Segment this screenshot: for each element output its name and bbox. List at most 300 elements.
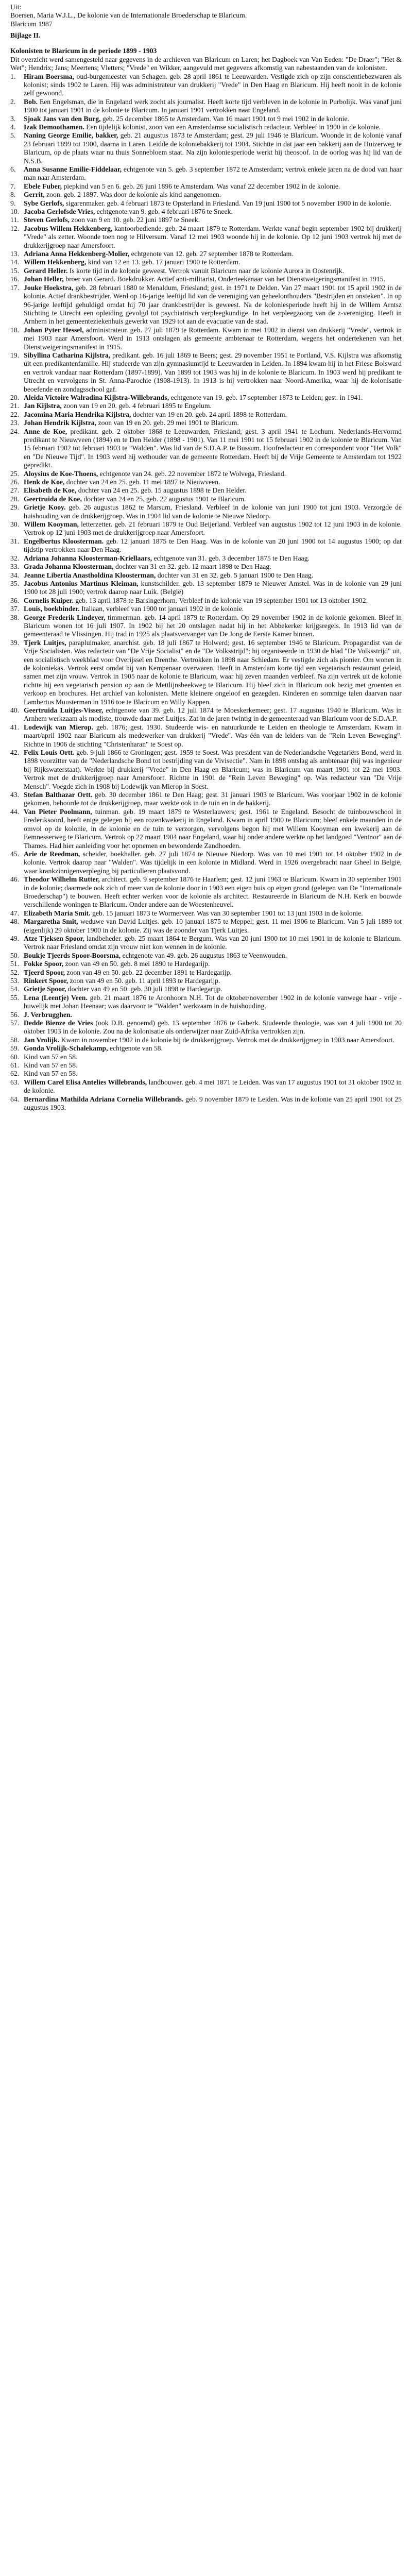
colonist-entry xyxy=(10,275,402,283)
colonist-name: Stefan Balthazar Ortt. xyxy=(24,791,93,799)
colonist-entry xyxy=(10,952,402,960)
colonist-entry xyxy=(10,351,402,394)
colonist-list xyxy=(10,73,402,1112)
colonist-entry xyxy=(10,909,402,918)
colonist-details: zoon. geb. 2 1897. Was door de kolonie als kind aangenomen. xyxy=(46,191,221,199)
entry-body xyxy=(24,225,402,250)
colonist-details: Een tijdelijk kolonist, zoon van een Amsterdamse socialistisch redacteur. Verbleef in 1900 in de kolonie. xyxy=(86,123,381,131)
document-page xyxy=(10,0,402,1112)
colonist-name: Willem Carel Elisa Antelies Willebrands, xyxy=(24,1078,147,1086)
colonist-name: Adriana Anna Hekkenberg-Molier, xyxy=(24,250,130,258)
colonist-name: Elizabeth Maria Smit. xyxy=(24,909,91,917)
entry-number: 59. xyxy=(10,1044,20,1053)
colonist-entry xyxy=(10,216,402,224)
entry-number: 13. xyxy=(10,250,20,258)
colonist-details: geb. 1876; gest. 1930. Studeerde wis- en natuurkunde te Leiden en theologie te Amsterdam. Kwam in maart/april 1902 naar Blaricum als medewerker van drukkerij "Vrede". Was één van de leiders van de "Rein Leven Beweging". Richtte in 1906 de stichting "Christenharan" te Soest op. xyxy=(24,723,402,748)
colonist-details: echtgenote van 31. geb. 3 december 1875 te Den Haag. xyxy=(153,554,310,562)
entry-body xyxy=(24,791,402,808)
colonist-name: Adriana Johanna Kloosterman-Kriellaars, xyxy=(24,554,152,562)
colonist-entry xyxy=(10,850,402,875)
colonist-details: dochter van 24 en 25. geb. 11 mei 1897 te Nieuwveen. xyxy=(66,478,220,486)
colonist-name: Lodewijk van Mierop. xyxy=(24,723,94,731)
colonist-entry xyxy=(10,614,402,639)
colonist-name: Anna Susanne Emilie-Fiddelaar, xyxy=(24,165,122,173)
entry-body xyxy=(24,216,402,224)
entry-number: 36. xyxy=(10,596,20,604)
entry-number: 63. xyxy=(10,1078,20,1086)
colonist-name: Grada Johanna Kloosterman, xyxy=(24,563,114,571)
colonist-entry xyxy=(10,580,402,597)
colonist-entry xyxy=(10,225,402,250)
entry-body xyxy=(24,258,402,266)
colonist-name: Boukje Tjeerds Spoor-Boorsma, xyxy=(24,951,121,959)
entry-body xyxy=(24,165,402,182)
colonist-details: landbeheder. geb. 25 maart 1864 te Bergum. Was van 20 juni 1900 tot 10 mei 1901 in de kolonie te Blaricum. Vertrok naar Friesland omdat zijn vrouw niet kon wennen in de kolonie. xyxy=(24,934,402,951)
colonist-details: Kind van 57 en 58. xyxy=(24,1053,78,1061)
colonist-name: Atze Tjeksen Spoor, xyxy=(24,934,84,942)
entry-body xyxy=(24,208,402,216)
colonist-name: Aleida Victoire Walradina Kijlstra-Willebrands, xyxy=(24,393,169,401)
entry-number: 7. xyxy=(10,182,16,190)
colonist-details: kunstschilder. geb. 13 september 1879 te Nieuwer Amstel. Was in de kolonie van 29 juni 1900 tot 28 juli 1900; vertrok daarop naar Luik. (België) xyxy=(24,579,402,596)
colonist-details: predikant. geb. 2 oktober 1868 te Leeuwarden, Friesland; gest. 3 april 1941 te Lochum. Nederlands-Hervormd predikant te Nieuwveen (1894) en te Den Helder (1898 - 1901). Van 11 mei 1901 tot 15 februari 1902 in de kolonie te Blaricum. Van 15 februari 1902 tot februari 1903 te "Walden". Was lid van de S.D.A.P. te Bussum. Hoofredacteur en correspondent voor "Het Volk" en "De Nieuwe Tijd". In 1903 werd hij wethouder van de gemeente Rotterdam. Heeft bij de Vrije Gemeente te Amsterdam tot 1922 gepredikt. xyxy=(24,427,402,469)
colonist-name: Margaretha Smit, xyxy=(24,918,78,926)
colonist-name: Izak Demoothamen. xyxy=(24,123,84,131)
entry-number: 21. xyxy=(10,402,20,410)
colonist-entry xyxy=(10,250,402,258)
colonist-details: piepkind van 5 en 6. geb. 26 juni 1896 te Amsterdam. Was vanaf 22 december 1902 in de kolonie. xyxy=(63,182,340,190)
entry-body xyxy=(24,486,402,495)
entry-body xyxy=(24,411,402,419)
colonist-details: dochter van 24 en 25. geb. 15 augustus 1898 te Den Helder. xyxy=(78,486,247,495)
colonist-details: echtgenote van 5. geb. 3 september 1872 te Amsterdam; vertrok enkele jaren na de dood van haar man naar Amsterdam. xyxy=(24,165,402,182)
colonist-name: Jacobus Willem Hekkenberg, xyxy=(24,224,113,232)
colonist-details: parapluimaker, anarchist. geb. 18 juli 1867 te Holwerd; gest. 16 september 1946 te Blaricum. Propagandist van de Vrije Socialisten. Was redacteur van "De Vrije Socialist" en de "De Volksstrijd"; hij organiseerde in 1930 de blad "De Volksstrijd" uit, een socialistisch weekblad voor Overijssel en Drenthe. Vertrokken in 1898 naar Schiedam. Er vestigde zich als pionier. Om wonen in de koloniekas. Vertrok eerst omdat hij van Kempenaar overwaren. Heeft in Amsterdam korte tijd een vegetarisch restaurant geleid, samen met zijn vrouw. Vertrok in 1905 naar de kolonie te Blaricum, waar hij zeven maanden verbleef. Na zijn vertrek uit de kolonie richtte hij een vegetarisch pension op aan de Mettlijnsbeekweg te Blaricum. Hij bleef zich in Blaricum ook bezig met groenten en verkoop en brochures. Het archief van kolonisten. Mette kleinere ongeloof en gezegden. Kinderen en sommige talen daarvan naar Lambertus Muusterman in 1916 toe te Blaricum en Willy Kappen. xyxy=(24,638,402,706)
colonist-name: J. Verbrugghen. xyxy=(24,1010,72,1019)
entry-body xyxy=(24,191,402,199)
entry-body xyxy=(24,351,402,394)
entry-number: 40. xyxy=(10,706,20,714)
appendix-label: Bijlage II. xyxy=(10,31,41,40)
entry-body xyxy=(24,554,402,563)
colonist-entry xyxy=(10,131,402,165)
entry-body xyxy=(24,1011,402,1019)
colonist-name: Johan Pyter Hessel, xyxy=(24,326,84,334)
colonist-details: dochter van 19 en 20. geb. 24 april 1898 te Rotterdam. xyxy=(132,410,287,418)
entry-body xyxy=(24,563,402,571)
entry-body xyxy=(24,969,402,977)
colonist-entry xyxy=(10,1078,402,1095)
entry-body xyxy=(24,918,402,935)
entry-number: 26. xyxy=(10,478,20,486)
colonist-entry xyxy=(10,115,402,123)
colonist-name: Geertruida Luitjes-Visser, xyxy=(24,706,104,714)
entry-body xyxy=(24,1061,402,1070)
colonist-entry xyxy=(10,1011,402,1019)
entry-number: 27. xyxy=(10,486,20,495)
entry-body xyxy=(24,284,402,326)
colonist-name: Geertruida de Koe, xyxy=(24,495,82,503)
entry-number: 32. xyxy=(10,554,20,562)
colonist-entry xyxy=(10,73,402,98)
entry-number: 15. xyxy=(10,266,20,275)
colonist-entry xyxy=(10,749,402,791)
entry-body xyxy=(24,402,402,410)
entry-number: 8. xyxy=(10,191,16,199)
colonist-name: Sibyllina Catharina Kijlstra, xyxy=(24,351,111,359)
colonist-name: Jacomina Maria Hendrika Kijlstra, xyxy=(24,410,131,418)
colonist-entry xyxy=(10,182,402,191)
entry-number: 47. xyxy=(10,909,20,917)
entry-number: 29. xyxy=(10,503,20,512)
colonist-entry xyxy=(10,571,402,580)
entry-body xyxy=(24,394,402,402)
entry-body xyxy=(24,123,402,131)
colonist-details: broer van Gerard. Boekdrukker. Actief anti-militarist. Onderteekenaar van het Dienstweigeringsmanifest in 1915. xyxy=(65,275,385,283)
colonist-details: geb. 28 februari 1880 te Menaldum, Friesland; gest. in 1971 te Delden. Van 27 maart 1901 tot 15 april 1902 in de kolonie. Actief drankbestrijder. Werd op 16-jarige leeftijd lid van de vereniging van geheelonthouders "Bestrijden en onsteken". In op 96-jarige leeftijd gehuldigd omdat hij 70 jaar drankbestrijder is geweest. Na de koloniesperiode heeft hij in de Willem Arntsz Stichting te Utrecht een opleiding gevolgd tot psychiatrisch verpleegkundige. In het verpleegzoorg van de z-vereniging. Heeft in Arnhem in het gemeenteziekenhuis gewerkt van 1929 tot aan de evacuatie van de stad. xyxy=(24,283,402,326)
colonist-entry xyxy=(10,478,402,486)
colonist-name: Gerard Heller. xyxy=(24,266,68,275)
colonist-entry xyxy=(10,486,402,495)
entry-body xyxy=(24,115,402,123)
entry-body xyxy=(24,597,402,605)
entry-number: 64. xyxy=(10,1095,20,1103)
colonist-entry xyxy=(10,470,402,478)
colonist-details: Is korte tijd in de kolonie geweest. Vertrok vanuit Blaricum naar de kolonie Aurora in Oostenrijk. xyxy=(69,266,344,275)
colonist-entry xyxy=(10,199,402,208)
entry-number: 11. xyxy=(10,216,19,224)
colonist-details: echtgenote van 9. geb. 4 februari 1876 te Sneek. xyxy=(96,208,233,216)
colonist-name: Felix Louis Ortt. xyxy=(24,749,75,757)
colonist-details: geb. 21 maart 1876 te Aronhoorn N.H. Tot de oktober/november 1902 in de kolonie vanwege haar - vrije - huwelijk met Johan Heenaar; was daarvoor te "Walden" werkzaam in de huishouding. xyxy=(24,993,402,1010)
colonist-name: Willem Kooyman, xyxy=(24,520,79,529)
entry-body xyxy=(24,503,402,520)
colonist-entry xyxy=(10,706,402,723)
entry-body xyxy=(24,1019,402,1036)
colonist-name: Jacoba Gerlofsde Vries, xyxy=(24,208,95,216)
colonist-entry xyxy=(10,1095,402,1112)
colonist-entry xyxy=(10,994,402,1011)
colonist-entry xyxy=(10,1019,402,1036)
entry-body xyxy=(24,419,402,427)
colonist-name: Ebele Fuber, xyxy=(24,182,62,190)
colonist-entry xyxy=(10,1061,402,1070)
colonist-details: zoon van 19 en 20. geb. 4 februari 1895 te Engelum. xyxy=(63,402,212,410)
colonist-details: echtgenote van 12. geb. 27 september 1878 te Rotterdam. xyxy=(131,250,294,258)
colonist-name: Gerrit, xyxy=(24,191,45,199)
entry-body xyxy=(24,1053,402,1061)
colonist-name: Rinkert Spoor, xyxy=(24,977,68,985)
colonist-name: Bob. xyxy=(24,97,38,106)
colonist-details: dochter van 24 en 25. geb. 22 augustus 1901 te Blaricum. xyxy=(83,495,246,503)
entry-number: 10. xyxy=(10,208,20,216)
entry-body xyxy=(24,985,402,993)
entry-body xyxy=(24,605,402,613)
colonist-entry xyxy=(10,208,402,216)
colonist-entry xyxy=(10,123,402,131)
colonist-details: echtgenote van 58. xyxy=(109,1044,163,1053)
colonist-name: Louis, boekbinder. xyxy=(24,605,80,613)
colonist-name: Jouke Hoekstra, xyxy=(24,283,74,292)
colonist-details: administrateur. geb. 27 juli 1879 te Rotterdam. Kwam in mei 1902 in dienst van drukkerij "Vrede", vertrok in mei 1903 naar Amersfoort. Werd in 1913 ontslagen als gemeente ambtenaar te Rotterdam, wegens het ondertekenen van het Dienstweigeringsmanifest in 1915. xyxy=(24,326,402,351)
colonist-details: geb. 26 augustus 1862 te Marsum, Friesland. Verbleef in de kolonie van juni 1900 tot juni 1903. Verzorgde de huishouding van de drukkerijgroep. Was in 1904 lid van de kolonie te Nieuwe Niedorp. xyxy=(24,503,402,520)
colonist-details: geb. 15 januari 1873 te Wormerveer. Was van 30 september 1901 tot 13 juni 1903 in de kolonie. xyxy=(92,909,363,917)
colonist-entry xyxy=(10,808,402,850)
entry-number: 58. xyxy=(10,1036,20,1044)
colonist-name: Fokke Spoor, xyxy=(24,960,64,968)
colonist-name: George Frederik Lindeyer, xyxy=(24,613,106,621)
colonist-name: Johan Hendrik Kijlstra, xyxy=(24,419,97,427)
entry-body xyxy=(24,495,402,503)
entry-number: 16. xyxy=(10,275,20,283)
colonist-name: Elisabeth de Koe, xyxy=(24,486,77,495)
colonist-entry xyxy=(10,503,402,520)
colonist-entry xyxy=(10,597,402,605)
colonist-name: Engelbertus Kloosterman. xyxy=(24,537,104,545)
entry-body xyxy=(24,520,402,537)
colonist-name: Lena (Leentje) Veen. xyxy=(24,993,88,1002)
entry-number: 28. xyxy=(10,495,20,503)
entry-body xyxy=(24,470,402,478)
colonist-name: Jan Vrolijk. xyxy=(24,1036,60,1044)
colonist-entry xyxy=(10,394,402,402)
entry-body xyxy=(24,326,402,351)
entry-body xyxy=(24,1070,402,1078)
colonist-details: echtgenote van 19. geb. 17 september 1873 te Leiden; gest. in 1941. xyxy=(170,393,363,401)
entry-number: 19. xyxy=(10,351,20,359)
entry-body xyxy=(24,1044,402,1053)
colonist-details: zoon van 9 en 10. geb. 22 juni 1897 te Sneek. xyxy=(71,216,200,224)
entry-body xyxy=(24,250,402,258)
colonist-details: echtgenote van 39. geb. 12 juli 1874 te Moeskerkemeer; gest. 17 augustus 1940 te Blaricum. Was in Arnhem werkzaam als modiste, trouwde daar met Luitjes. Zat in de jaren twintig in de gemeenteraad van Blaricum voor de S.D.A.P. xyxy=(24,706,402,723)
entry-body xyxy=(24,994,402,1011)
entry-body xyxy=(24,706,402,723)
colonist-details: kind van 12 en 13. geb. 17 januari 1900 te Rotterdam. xyxy=(88,258,241,266)
colonist-name: Sjoak Jans van den Burg, xyxy=(24,114,101,123)
entry-body xyxy=(24,808,402,850)
colonist-name: Sybe Gerlofs, xyxy=(24,199,64,207)
colonist-name: Cornelis Kuiper. xyxy=(24,596,74,604)
entry-number: 22. xyxy=(10,410,20,418)
entry-body xyxy=(24,639,402,706)
colonist-details: geb. 13 april 1878 te Barsingerhorn. Verbleef in de kolonie van 19 september 1901 tot 13 oktober 1902. xyxy=(75,596,368,604)
entry-body xyxy=(24,935,402,952)
colonist-entry xyxy=(10,985,402,993)
entry-number: 17. xyxy=(10,283,20,292)
colonist-details: landbouwer. geb. 4 mei 1871 te Leiden. Was van 17 augustus 1901 tot 31 oktober 1902 in de kolonie. xyxy=(24,1078,402,1095)
entry-number: 49. xyxy=(10,934,20,942)
colonist-entry xyxy=(10,191,402,199)
colonist-details: Kind van 57 en 58. xyxy=(24,1070,78,1078)
colonist-name: Hiram Boersma, xyxy=(24,72,75,80)
entry-number: 57. xyxy=(10,1019,20,1027)
entry-number: 4. xyxy=(10,123,16,131)
colonist-entry xyxy=(10,428,402,470)
colonist-entry xyxy=(10,1053,402,1061)
entry-number: 56. xyxy=(10,1010,20,1019)
colonist-details: geb. 30 december 1861 te Den Haag; gest. 31 januari 1903 te Blaricum. Was voorjaar 1902 in de kolonie gekomen, behoorde tot de drukkerijgroep, maar werkte ook in de tuin en in de bakkerij. xyxy=(24,791,402,807)
colonist-entry xyxy=(10,723,402,749)
entry-number: 38. xyxy=(10,613,20,621)
entry-number: 2. xyxy=(10,97,16,106)
colonist-entry xyxy=(10,1070,402,1078)
entry-number: 44. xyxy=(10,807,20,816)
colonist-details: dochter van 31 en 32. geb. 5 januari 1900 te Den Haag. xyxy=(157,571,314,579)
entry-body xyxy=(24,875,402,909)
entry-body xyxy=(24,428,402,470)
entry-number: 25. xyxy=(10,469,20,478)
entry-number: 42. xyxy=(10,749,20,757)
entry-body xyxy=(24,182,402,191)
entry-number: 30. xyxy=(10,520,20,529)
colonist-details: zoon van 49 en 50. geb. 8 mei 1890 te Hardegarijp. xyxy=(65,960,210,968)
colonist-details: (ook D.B. genoemd) geb. 13 september 1876 te Gaberk. Studeerde theologie, was van 4 juli 1900 tot 20 oktober 1903 in de kolonie. Zou na de kolonisatie als onderwijzer naar Zuid-Afrika vertrokken zijn. xyxy=(24,1019,402,1036)
entry-body xyxy=(24,580,402,597)
colonist-entry xyxy=(10,563,402,571)
colonist-name: Willem Hekkenberg, xyxy=(24,258,87,266)
entry-body xyxy=(24,909,402,918)
colonist-name: Jacobus Antonius Martinus Kleiman, xyxy=(24,579,139,587)
entry-body xyxy=(24,614,402,639)
colonist-details: zoon van 49 en 50. geb. 22 december 1891 te Hardegarijp. xyxy=(66,968,232,976)
colonist-details: Kind van 57 en 58. xyxy=(24,1061,78,1070)
entry-body xyxy=(24,723,402,749)
entry-number: 12. xyxy=(10,224,20,232)
entry-number: 35. xyxy=(10,579,20,587)
colonist-name: Bernardina Mathilda Adriana Cornelia Willebrands. xyxy=(24,1095,184,1103)
colonist-entry xyxy=(10,977,402,985)
entry-number: 43. xyxy=(10,791,20,799)
colonist-details: Italiaan, verbleef van 1900 tot januari 1902 in de kolonie. xyxy=(81,605,244,613)
colonist-name: Dedde Bienze de Vries xyxy=(24,1019,93,1027)
entry-number: 33. xyxy=(10,563,20,571)
colonist-entry xyxy=(10,639,402,706)
entry-number: 18. xyxy=(10,326,20,334)
colonist-entry xyxy=(10,165,402,182)
colonist-details: architect. geb. 9 september 1876 te Haarlem; gest. 12 juni 1963 te Blaricum. Kwam in 30 september 1901 in de kolonie; daarmede ook zich of meer van de kolonie door in 1903 een eigen huis op eigen grond (gelegen van De "Internationale Broederschap") te bouwen. Heeft echter werken voor de kolonie als architect. Restaureerde in Blaricum de N.H. Kerk en bouwde verschillende woningen te Blaricum. Onder andere aan de Woestenheuvel. xyxy=(24,875,402,909)
entry-number: 53. xyxy=(10,977,20,985)
colonist-details: geb. 9 november 1879 te Leiden. Was in de kolonie van 25 april 1901 tot 25 augustus 1903. xyxy=(24,1095,402,1112)
entry-number: 37. xyxy=(10,605,20,613)
entry-number: 3. xyxy=(10,114,16,123)
colonist-entry xyxy=(10,1036,402,1044)
entry-body xyxy=(24,1036,402,1044)
colonist-details: kantoorbediende. geb. 24 maart 1879 te Rotterdam. Werkte vanaf begin september 1902 bij drukkerij "Vrede" als zetter. Woonde toen nog te Hilversum. Vanaf 12 mei 1903 woonde hij in de kolonie. Op 12 juni 1903 vertrok hij met de drukkerijgroep naar Amersfoort. xyxy=(24,224,402,249)
colonist-details: Een Engelsman, die in Engeland werk zocht als journalist. Heeft korte tijd verbleven in de kolonie in Purbolijk. Was vanaf juni 1900 tot januari 1901 in de kolonie te Blaricum. In januari 1901 vertrokken naar Engeland. xyxy=(24,97,402,114)
colonist-entry xyxy=(10,402,402,410)
entry-body xyxy=(24,267,402,275)
colonist-name: Grietje Kooy. xyxy=(24,503,66,512)
entry-body xyxy=(24,977,402,985)
entry-body xyxy=(24,1095,402,1112)
colonist-name: Arie de Reedman, xyxy=(24,850,80,858)
entry-number: 5. xyxy=(10,131,16,140)
colonist-details: dochter van 49 en 50. geb. 30 juli 1898 te Hardegarijp. xyxy=(67,985,222,993)
colonist-name: Grietje Spoor, xyxy=(24,985,66,993)
colonist-entry xyxy=(10,495,402,503)
colonist-details: geb. 9 juli 1866 te Groningen; gest. 1959 te Soest. Was president van de Nederlandsche Vegetariërs Bond, werd in 1898 voorzitter van de "Nederlandsche Bond tot bestrijding van de Vivisectie". Nam in 1898 ontslag als ambtenaar (hij was ingenieur bij Rijkswaterstaat). Werkte bij drukkerij "Vrede" in Den Haag en Blaricum; was in Blaricum van maart 1901 tot 22 mei 1903. Vertrok met de drukkerijgroep naar Amersfoort. Richtte in 1901 de "Rein Leven Beweging" op. Was redacteur van "De Vrije Mensch". Voegde zich in 1908 bij Lodewijk van Mierop in Soest. xyxy=(24,749,402,790)
entry-number: 55. xyxy=(10,993,20,1002)
entry-body xyxy=(24,1078,402,1095)
colonist-name: Naning George Emilie, bakker, xyxy=(24,131,118,140)
colonist-details: weduwe van David Luitjes. geb. 10 januari 1875 te Meppel; gest. 11 mei 1906 te Blaricum. Van 5 juli 1899 tot (eigenlijk) 29 oktober 1900 in de kolonie. Zij was de zoonder van Tjerk Luitjes. xyxy=(24,918,402,934)
colonist-name: Theodor Wilhelm Rutter, xyxy=(24,875,100,884)
colonist-entry xyxy=(10,98,402,115)
colonist-entry xyxy=(10,554,402,563)
entry-number: 39. xyxy=(10,638,20,647)
colonist-details: dochter van 31 en 32. geb. 12 maart 1898 te Den Haag. xyxy=(115,563,271,571)
colonist-name: Steven Gerlofs, xyxy=(24,216,70,224)
entry-number: 50. xyxy=(10,951,20,959)
entry-body xyxy=(24,275,402,283)
entry-number: 6. xyxy=(10,165,16,173)
entry-body xyxy=(24,478,402,486)
entry-number: 54. xyxy=(10,985,20,993)
colonist-name: Johan Heller, xyxy=(24,275,64,283)
colonist-name: Tjerk Luitjes, xyxy=(24,638,66,647)
colonist-details: letterzetter. geb. 21 februari 1879 te Oud Beijerland. Verbleef van augustus 1902 tot 12 juni 1903 in de kolonie. Vertrok op 12 juni 1903 met de drukkerijgroep naar Amersfoort. xyxy=(24,520,402,537)
colonist-details: echtgenote van 49. geb. 26 augustus 1863 te Veenwouden. xyxy=(122,951,287,959)
entry-number: 34. xyxy=(10,571,20,579)
colonist-details: zoon van 19 en 20. geb. 29 mei 1901 te Blaricum. xyxy=(98,419,239,427)
entry-number: 51. xyxy=(10,960,20,968)
source-prefix: Uit: xyxy=(10,3,22,11)
entry-body xyxy=(24,571,402,580)
colonist-details: predikant. geb. 16 juli 1869 te Beers; gest. 29 november 1951 te Portland, V.S. Kijlstra was afkomstig uit een predikantenfamilie. Hij studeerde van zijn gymnasiumtijd te Leeuwarden in Leiden. In 1894 kwam hij in het Friese Bolsward en vertrok vandaar naar Rotterdam (1897-1899). Van 1899 tot 1903 was hij in de kolonie te Blaricum. In 1903 werd hij predikant te Utrecht en vervolgens in St. Anna-Parochie (1908-1913). In 1913 is hij vertrokken naar Noord-Amerika, waar hij de kolonisatie beoefende en zondagsschool gaf. xyxy=(24,351,402,393)
entry-number: 1. xyxy=(10,72,16,80)
colonist-name: Tjeerd Spoor, xyxy=(24,968,65,976)
colonist-entry xyxy=(10,537,402,554)
colonist-details: scheider, boekhaller. geb. 27 juli 1874 te Nieuwe Niedorp. Was van 10 mei 1901 tot 14 oktober 1902 in de kolonie. Vertrok daarop naar "Walden". Was tijdelijk in een kolonie in Midland. Werd in 1926 overgebracht naar Gheel in België, waar krankzinnigenverpleging bij particulieren plaatsvond. xyxy=(24,850,402,875)
colonist-entry xyxy=(10,326,402,351)
entry-body xyxy=(24,537,402,554)
colonist-details: geb. 25 december 1865 te Amsterdam. Van 16 maart 1901 tot 9 mei 1902 in de kolonie. xyxy=(102,114,349,123)
colonist-name: Anne de Koe, xyxy=(24,427,67,435)
colonist-details: geb. 12 januari 1875 te Den Haag. Was in de kolonie van 20 juni 1900 tot 14 augustus 1900; op dat tijdstip vertrokken naar Den Haag. xyxy=(24,537,402,554)
colonist-entry xyxy=(10,918,402,935)
colonist-entry xyxy=(10,411,402,419)
colonist-name: Gonda Vrolijk-Schalekamp, xyxy=(24,1044,108,1053)
colonist-entry xyxy=(10,419,402,427)
entry-number: 14. xyxy=(10,258,20,266)
colonist-name: Jan Kijlstra, xyxy=(24,402,62,410)
colonist-details: geb. 21 augustus 1873 te Amsterdam; gest. 29 juli 1946 te Blaricum. Woonde in de kolonie vanaf 23 februari 1899 tot 1900, daarna in Laren. Leidde de koloniebakkerij tot 1904. Stichtte in dat jaar een bakkerij aan de Huizerweg te Blaricum, op de plaats waar nu thuis Sonnebloem staat. Na zijn koloniesperiode werkt hij theosoof. In de oorlog was hij lid van de N.S.B. xyxy=(24,131,402,165)
colonist-details: sigarenmaker. geb. 4 februari 1873 te Opsterland in Friesland. Van 19 juni 1900 tot 5 november 1900 in de kolonie. xyxy=(65,199,391,207)
entry-number: 23. xyxy=(10,419,20,427)
entry-number: 24. xyxy=(10,427,20,435)
colonist-entry xyxy=(10,875,402,909)
entry-body xyxy=(24,199,402,208)
entry-number: 60. xyxy=(10,1053,20,1061)
section-title: Kolonisten te Blaricum in de periode 1899 - 1903 xyxy=(10,47,157,55)
source-citation: Boersen, Maria W.J.L., De kolonie van de Internationale Broederschap te Blaricum. xyxy=(10,11,247,20)
colonist-entry xyxy=(10,284,402,326)
colonist-details: Kwam in november 1902 in de kolonie bij de drukkerijgroep. Vertrok met de drukkerijgroep in 1903 naar Amersfoort. xyxy=(61,1036,394,1044)
colonist-entry xyxy=(10,267,402,275)
colonist-entry xyxy=(10,1044,402,1053)
colonist-details: zoon van 49 en 50. geb. 11 april 1893 te Hardegarijp. xyxy=(70,977,220,985)
entry-body xyxy=(24,98,402,115)
colonist-entry xyxy=(10,791,402,808)
entry-body xyxy=(24,952,402,960)
colonist-entry xyxy=(10,935,402,952)
colonist-details: tuinman. geb. 19 maart 1879 te Westerlauwers; gest. 1961 te Engeland. Besocht de tuinbouwschool in Frederiksoord, heeft enige gelegen bij een rozenkwekerij in Engeland. Kwam in april 1900 te Blaricum; bleef enkele maanden in de omvol op de kolonie, in de kolonie en de tuin te verzorgen, vervolgens begon hij met Willem Kooyman een kwekerij aan de Eemnesserweg te Blaricum. Vertrok op 22 maart 1904 naar Engeland, waar hij onder andere werkte op het landgoed "Ventnor" aan de Thames. Had hier aanleiding voor het opnemen en bewonderde Zandhoeden. xyxy=(24,807,402,850)
colonist-details: timmerman. geb. 14 april 1879 te Rotterdam. Op 29 november 1902 in de kolonie gekomen. Bleef in Blaricum wonen tot 16 juli 1907. In 1902 bij het 20 ontslagen nadat hij in het Abbekerker krijgsregels. In 1913 lid van de gemeenteraad te Vlissingen. Hij trad in 1925 als plaatsvervanger van De Jong de Eerste Kamer binnen. xyxy=(24,613,402,638)
entry-number: 31. xyxy=(10,537,20,545)
entry-number: 61. xyxy=(10,1061,20,1070)
colonist-entry xyxy=(10,960,402,968)
entry-body xyxy=(24,850,402,875)
